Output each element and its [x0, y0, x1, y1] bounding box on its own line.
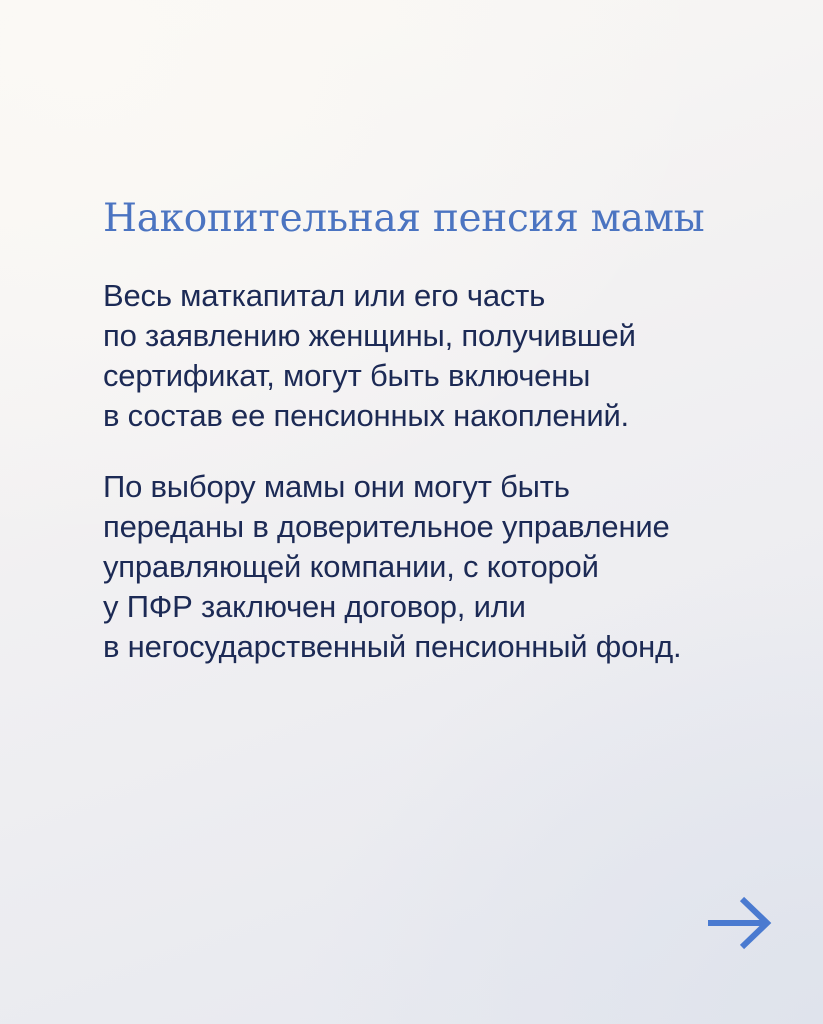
paragraph-1 — [103, 276, 636, 436]
next-slide-button[interactable] — [706, 895, 772, 951]
arrow-right-icon — [706, 895, 772, 951]
paragraph-line: переданы в доверительное управление — [103, 509, 670, 544]
paragraph-line: у ПФР заключен договор, или — [103, 589, 526, 624]
paragraph-line: в негосударственный пенсионный фонд. — [103, 629, 682, 664]
paragraph-line: по заявлению женщины, получившей — [103, 318, 636, 353]
paragraph-line: По выбору мамы они могут быть — [103, 469, 570, 504]
paragraph-line: Весь маткапитал или его часть — [103, 278, 546, 313]
slide-title: Накопительная пенсия мамы — [103, 196, 705, 241]
paragraph-line: управляющей компании, с которой — [103, 549, 599, 584]
paragraph-line: сертификат, могут быть включены — [103, 358, 591, 393]
paragraph-line: в состав ее пенсионных накоплений. — [103, 398, 629, 433]
paragraph-2 — [103, 467, 681, 667]
